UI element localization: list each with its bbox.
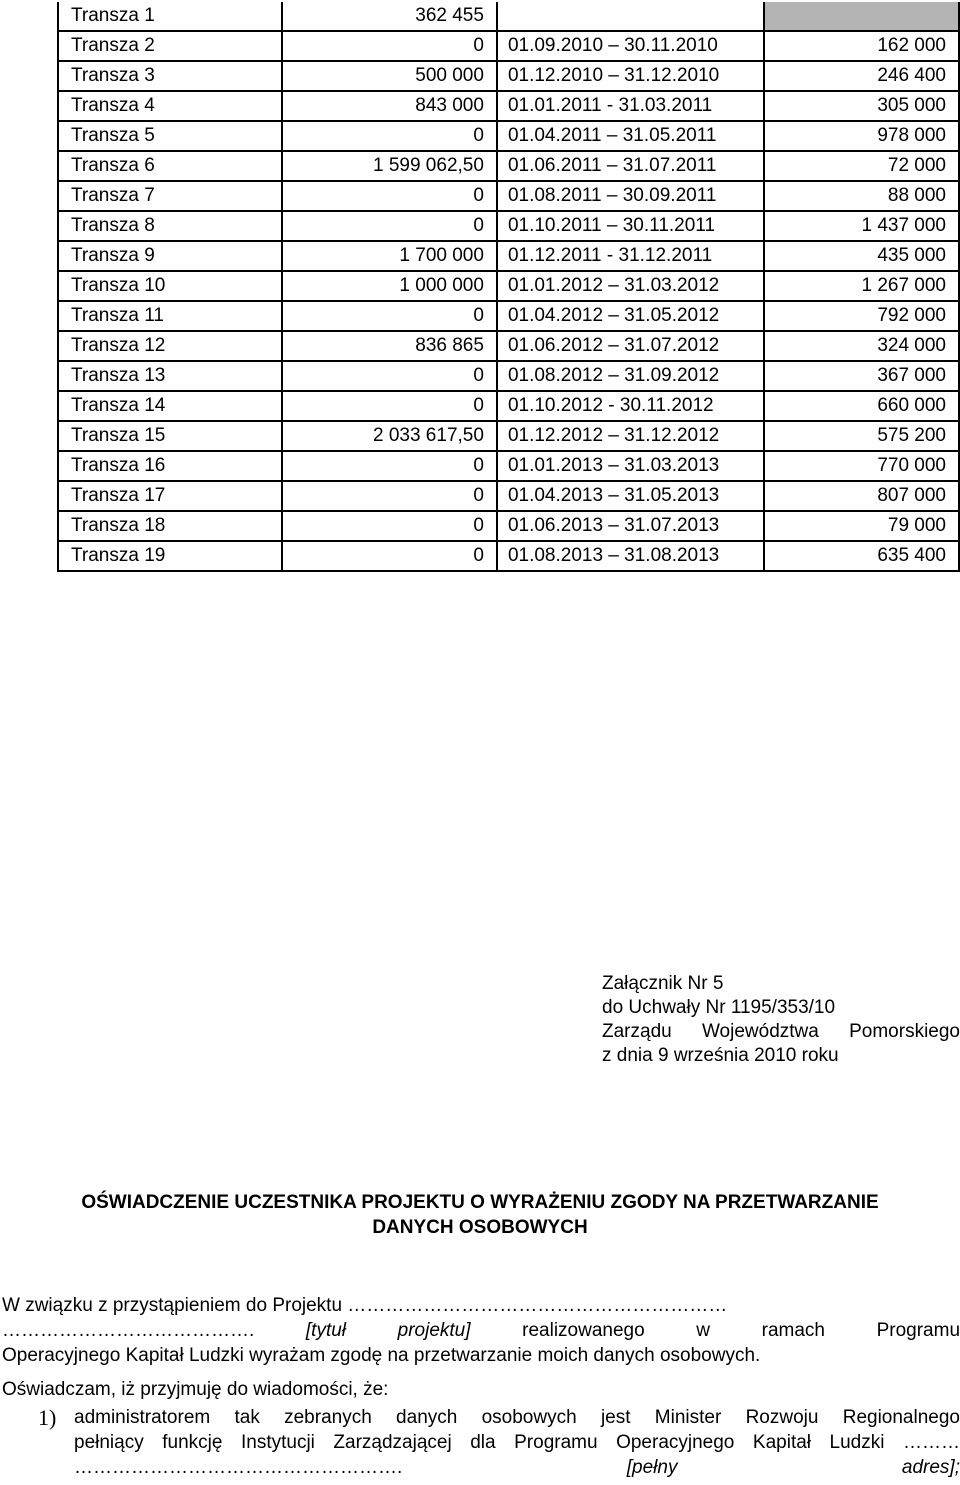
tranche-value-cell: 660 000	[764, 391, 959, 421]
tranche-amount-cell: 0	[282, 31, 497, 61]
tranche-name-cell: Transza 8	[58, 211, 282, 241]
tranche-amount-cell: 0	[282, 541, 497, 571]
consent-line-2	[2, 1318, 960, 1343]
tranche-name-cell: Transza 7	[58, 181, 282, 211]
tranche-period-cell: 01.06.2012 – 31.07.2012	[497, 331, 764, 361]
tranche-value-cell: 435 000	[764, 241, 959, 271]
tranche-value-cell: 807 000	[764, 481, 959, 511]
tranche-value-cell: 305 000	[764, 91, 959, 121]
list-item-line-2: pełniący funkcję Instytucji Zarządzającej dla Programu Operacyjnego Kapitał Ludzki ………	[74, 1432, 960, 1453]
project-title-placeholder: [tytuł projektu]	[305, 1320, 471, 1341]
table-row	[58, 511, 959, 541]
table-row	[58, 211, 959, 241]
tranche-name-cell: Transza 6	[58, 151, 282, 181]
table-row	[58, 541, 959, 571]
tranche-value-cell	[764, 2, 959, 31]
tranche-value-cell: 72 000	[764, 151, 959, 181]
tranche-name-cell: Transza 1	[58, 2, 282, 31]
tranche-name-cell: Transza 14	[58, 391, 282, 421]
tranche-name-cell: Transza 4	[58, 91, 282, 121]
tranche-period-cell: 01.08.2012 – 31.09.2012	[497, 361, 764, 391]
tranche-amount-cell: 0	[282, 301, 497, 331]
list-item-line-3	[74, 1455, 960, 1480]
tranche-period-cell: 01.06.2011 – 31.07.2011	[497, 151, 764, 181]
tranche-period-cell: 01.12.2011 - 31.12.2011	[497, 241, 764, 271]
tranche-period-cell: 01.04.2011 – 31.05.2011	[497, 121, 764, 151]
tranche-period-cell: 01.06.2013 – 31.07.2013	[497, 511, 764, 541]
table-row	[58, 151, 959, 181]
tranche-value-cell: 88 000	[764, 181, 959, 211]
table-row	[58, 61, 959, 91]
tranche-value-cell: 324 000	[764, 331, 959, 361]
tranche-period-cell: 01.12.2010 – 31.12.2010	[497, 61, 764, 91]
acknowledgement-intro: Oświadczam, iż przyjmuję do wiadomości, że:	[2, 1379, 389, 1400]
table-row	[58, 271, 959, 301]
table-row	[58, 91, 959, 121]
consent-line-3: Operacyjnego Kapitał Ludzki wyrażam zgodę na przetwarzanie moich danych osobowych.	[2, 1345, 761, 1366]
tranche-table-body	[58, 2, 959, 571]
tranche-name-cell: Transza 19	[58, 541, 282, 571]
tranche-value-cell: 246 400	[764, 61, 959, 91]
tranche-amount-cell: 1 000 000	[282, 271, 497, 301]
tranche-value-cell: 792 000	[764, 301, 959, 331]
tranche-period-cell: 01.10.2011 – 30.11.2011	[497, 211, 764, 241]
tranche-period-cell: 01.04.2012 – 31.05.2012	[497, 301, 764, 331]
tranche-period-cell: 01.12.2012 – 31.12.2012	[497, 421, 764, 451]
tranche-name-cell: Transza 2	[58, 31, 282, 61]
tranche-name-cell: Transza 3	[58, 61, 282, 91]
table-row	[58, 391, 959, 421]
table-row	[58, 31, 959, 61]
document-title	[0, 1190, 960, 1240]
tranche-table	[57, 2, 960, 572]
tranche-name-cell: Transza 12	[58, 331, 282, 361]
tranche-period-cell: 01.08.2013 – 31.08.2013	[497, 541, 764, 571]
consent-line-1: W związku z przystąpieniem do Projektu ……………………………………………………	[2, 1295, 728, 1316]
tranche-amount-cell: 0	[282, 211, 497, 241]
tranche-value-cell: 978 000	[764, 121, 959, 151]
title-line-1: OŚWIADCZENIE UCZESTNIKA PROJEKTU O WYRAŻENIU ZGODY NA PRZETWARZANIE	[81, 1192, 879, 1213]
tranche-amount-cell: 500 000	[282, 61, 497, 91]
table-row	[58, 361, 959, 391]
table-row	[58, 181, 959, 211]
table-row	[58, 121, 959, 151]
tranche-value-cell: 635 400	[764, 541, 959, 571]
table-row	[58, 421, 959, 451]
tranche-amount-cell: 0	[282, 391, 497, 421]
tranche-period-cell: 01.01.2011 - 31.03.2011	[497, 91, 764, 121]
tranche-amount-cell: 0	[282, 511, 497, 541]
tranche-amount-cell: 362 455	[282, 2, 497, 31]
tranche-amount-cell: 0	[282, 451, 497, 481]
annex-resolution: do Uchwały Nr 1195/353/10	[602, 997, 836, 1018]
tranche-name-cell: Transza 17	[58, 481, 282, 511]
table-row	[58, 2, 959, 31]
tranche-value-cell: 1 267 000	[764, 271, 959, 301]
tranche-value-cell: 367 000	[764, 361, 959, 391]
project-title-dots: ………………………………….	[2, 1320, 255, 1341]
list-item-line-1: administratorem tak zebranych danych osobowych jest Minister Rozwoju Regionalnego	[74, 1407, 960, 1428]
tranche-period-cell: 01.04.2013 – 31.05.2013	[497, 481, 764, 511]
tranche-amount-cell: 0	[282, 181, 497, 211]
table-row	[58, 301, 959, 331]
tranche-period-cell: 01.10.2012 - 30.11.2012	[497, 391, 764, 421]
tranche-name-cell: Transza 10	[58, 271, 282, 301]
tranche-name-cell: Transza 16	[58, 451, 282, 481]
address-placeholder: [pełny adres];	[626, 1457, 960, 1478]
tranche-name-cell: Transza 18	[58, 511, 282, 541]
tranche-amount-cell: 1 700 000	[282, 241, 497, 271]
table-row	[58, 241, 959, 271]
tranche-name-cell: Transza 11	[58, 301, 282, 331]
annex-date: z dnia 9 września 2010 roku	[602, 1045, 839, 1066]
tranche-period-cell: 01.09.2010 – 30.11.2010	[497, 31, 764, 61]
title-line-2: DANYCH OSOBOWYCH	[372, 1217, 588, 1238]
table-row	[58, 481, 959, 511]
tranche-name-cell: Transza 13	[58, 361, 282, 391]
tranche-period-cell	[497, 2, 764, 31]
tranche-value-cell: 575 200	[764, 421, 959, 451]
list-item-number: 1)	[38, 1405, 57, 1430]
consent-line-2-rest: realizowanego w ramach Programu	[522, 1320, 960, 1341]
tranche-amount-cell: 0	[282, 481, 497, 511]
tranche-amount-cell: 1 599 062,50	[282, 151, 497, 181]
tranche-amount-cell: 0	[282, 121, 497, 151]
tranche-amount-cell: 836 865	[282, 331, 497, 361]
tranche-value-cell: 79 000	[764, 511, 959, 541]
tranche-value-cell: 770 000	[764, 451, 959, 481]
tranche-period-cell: 01.01.2012 – 31.03.2012	[497, 271, 764, 301]
list-item-text	[74, 1405, 960, 1480]
address-dots: …………………………………………….	[74, 1457, 403, 1478]
tranche-name-cell: Transza 9	[58, 241, 282, 271]
tranche-period-cell: 01.08.2011 – 30.09.2011	[497, 181, 764, 211]
tranche-amount-cell: 0	[282, 361, 497, 391]
tranche-value-cell: 162 000	[764, 31, 959, 61]
annex-header	[602, 972, 960, 1068]
tranche-name-cell: Transza 5	[58, 121, 282, 151]
tranche-value-cell: 1 437 000	[764, 211, 959, 241]
annex-board: Zarządu Województwa Pomorskiego	[602, 1021, 960, 1042]
table-row	[58, 331, 959, 361]
consent-paragraph	[2, 1293, 960, 1368]
tranche-amount-cell: 2 033 617,50	[282, 421, 497, 451]
tranche-name-cell: Transza 15	[58, 421, 282, 451]
annex-number: Załącznik Nr 5	[602, 973, 724, 994]
tranche-amount-cell: 843 000	[282, 91, 497, 121]
table-row	[58, 451, 959, 481]
tranche-period-cell: 01.01.2013 – 31.03.2013	[497, 451, 764, 481]
